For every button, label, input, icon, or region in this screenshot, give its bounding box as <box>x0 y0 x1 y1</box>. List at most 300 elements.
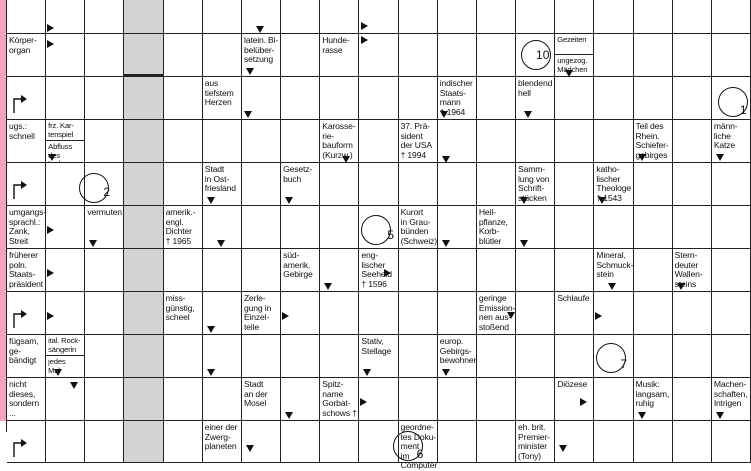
clue-cell <box>7 34 46 77</box>
clue-text: einer der Zwerg- planeten <box>204 422 238 452</box>
clue-text: indischer Staats- mann † 1964 <box>439 78 473 117</box>
answer-cell[interactable] <box>399 249 438 292</box>
answer-cell[interactable] <box>399 34 438 77</box>
arrow-down-icon <box>207 326 215 333</box>
answer-cell[interactable] <box>46 206 85 249</box>
answer-cell[interactable] <box>203 0 242 34</box>
clue-cell <box>203 163 242 206</box>
answer-cell[interactable] <box>203 292 242 335</box>
clue-cell <box>594 163 633 206</box>
clue-cell <box>634 378 673 421</box>
answer-cell[interactable] <box>124 0 163 34</box>
clue-cell <box>7 335 46 378</box>
clue-cell <box>164 206 203 249</box>
clue-text: vermuten <box>87 207 122 217</box>
bent-arrow-icon <box>13 310 27 328</box>
arrow-down-icon <box>48 154 56 161</box>
arrow-down-icon <box>442 156 450 163</box>
answer-cell[interactable] <box>124 34 163 77</box>
answer-cell[interactable] <box>477 335 516 378</box>
clue-cell <box>203 421 242 463</box>
answer-cell[interactable] <box>320 77 359 120</box>
arrow-down-icon <box>442 240 450 247</box>
clue-text: eh. brit. Premier- minister (Tony) <box>518 422 550 461</box>
answer-cell[interactable] <box>555 206 594 249</box>
clue-text: Gezeiten <box>557 35 587 44</box>
answer-cell[interactable] <box>673 335 712 378</box>
arrow-down-icon <box>342 156 350 163</box>
answer-cell[interactable] <box>320 163 359 206</box>
answer-cell[interactable] <box>85 77 124 120</box>
answer-cell[interactable] <box>46 421 85 463</box>
answer-cell[interactable] <box>242 120 281 163</box>
answer-cell[interactable] <box>477 378 516 421</box>
answer-cell[interactable] <box>438 378 477 421</box>
clue-text: Schlaufe <box>557 293 590 303</box>
clue-text: Machen- schaften, Intrigen <box>713 379 748 409</box>
answer-cell[interactable] <box>555 77 594 120</box>
crossword-grid <box>6 0 751 471</box>
answer-cell[interactable] <box>477 0 516 34</box>
answer-cell[interactable] <box>359 292 398 335</box>
answer-cell[interactable] <box>673 206 712 249</box>
arrow-right-icon <box>47 269 54 277</box>
clue-text: früherer poln. Staats- präsident <box>9 250 44 289</box>
answer-cell[interactable] <box>673 163 712 206</box>
clue-text: Stativ, Stellage <box>361 336 392 356</box>
arrow-down-icon <box>524 111 532 118</box>
arrow-down-icon <box>70 382 78 389</box>
clue-text: Stadt an der Mosel <box>243 379 268 409</box>
arrow-right-icon <box>47 40 54 48</box>
arrow-down-icon <box>716 154 724 161</box>
answer-cell[interactable] <box>85 421 124 463</box>
answer-cell[interactable] <box>164 163 203 206</box>
arrow-down-icon <box>440 111 448 118</box>
answer-cell[interactable] <box>477 34 516 77</box>
clue-text: Karosse- rie- bauform (Kurzw.) <box>322 121 356 160</box>
split-clue-cell <box>46 120 85 163</box>
answer-cell[interactable] <box>320 421 359 463</box>
clue-cell <box>712 120 751 163</box>
answer-cell[interactable] <box>516 34 555 77</box>
clue-cell <box>516 421 555 463</box>
answer-cell[interactable] <box>164 34 203 77</box>
clue-cell <box>7 249 46 292</box>
answer-cell[interactable] <box>712 292 751 335</box>
clue-cell <box>516 77 555 120</box>
solution-number: 1 <box>739 103 747 117</box>
clue-cell <box>399 421 438 471</box>
arrow-down-icon <box>716 412 724 419</box>
answer-cell[interactable] <box>203 34 242 77</box>
answer-cell[interactable] <box>320 335 359 378</box>
answer-cell[interactable] <box>673 378 712 421</box>
clue-text: umgangs- sprachl.: Zank, Streit <box>9 207 47 246</box>
answer-cell[interactable] <box>634 421 673 463</box>
answer-cell[interactable] <box>712 335 751 378</box>
answer-cell[interactable] <box>85 34 124 77</box>
answer-cell[interactable] <box>359 206 398 249</box>
clue-cell <box>281 163 320 206</box>
clue-text: Mineral, Schmuck- stein <box>596 250 634 280</box>
clue-cell <box>320 34 359 77</box>
answer-cell[interactable] <box>438 206 477 249</box>
arrow-down-icon <box>677 283 685 290</box>
clue-text: geordne- tes Doku- ment im Computer <box>400 422 438 471</box>
clue-text: Zerle- gung in Einzel- teile <box>243 293 272 332</box>
clue-cell <box>673 249 712 292</box>
answer-cell[interactable] <box>477 249 516 292</box>
arrow-down-icon <box>285 197 293 204</box>
answer-cell[interactable] <box>555 421 594 463</box>
clue-text: Diözese <box>557 379 588 389</box>
clue-text: ugs.: schnell <box>9 121 35 141</box>
answer-cell[interactable] <box>516 335 555 378</box>
answer-cell[interactable] <box>164 249 203 292</box>
answer-cell[interactable] <box>712 163 751 206</box>
arrow-down-icon <box>246 68 254 75</box>
answer-cell[interactable] <box>124 206 163 249</box>
answer-cell[interactable] <box>359 34 398 77</box>
clue-text: Abfluss des <box>48 142 73 160</box>
answer-cell[interactable] <box>516 120 555 163</box>
answer-cell[interactable] <box>46 378 85 421</box>
answer-cell[interactable] <box>359 0 398 34</box>
answer-cell[interactable] <box>438 163 477 206</box>
answer-cell[interactable] <box>634 292 673 335</box>
answer-cell[interactable] <box>399 292 438 335</box>
clue-cell <box>7 120 46 163</box>
answer-cell[interactable] <box>634 206 673 249</box>
answer-cell[interactable] <box>634 34 673 77</box>
answer-cell[interactable] <box>281 120 320 163</box>
answer-cell[interactable] <box>399 335 438 378</box>
solution-number: 5 <box>387 228 395 242</box>
answer-cell[interactable] <box>359 77 398 120</box>
arrow-down-icon <box>285 412 293 419</box>
split-clue-cell <box>555 34 594 77</box>
answer-cell[interactable] <box>85 249 124 292</box>
answer-cell[interactable] <box>203 120 242 163</box>
answer-cell[interactable] <box>673 77 712 120</box>
clue-cell <box>477 206 516 249</box>
arrow-down-icon <box>244 111 252 118</box>
answer-cell[interactable] <box>438 120 477 163</box>
answer-cell[interactable] <box>281 335 320 378</box>
answer-cell[interactable] <box>242 77 281 120</box>
answer-cell[interactable] <box>85 163 124 206</box>
clue-cell <box>634 120 673 163</box>
answer-cell[interactable] <box>712 249 751 292</box>
answer-cell[interactable] <box>164 77 203 120</box>
answer-cell[interactable] <box>594 0 633 34</box>
clue-text: nicht dieses, sondern ... <box>9 379 40 418</box>
clue-text: europ. Gebirgs- bewohner <box>439 336 477 366</box>
clue-cell <box>477 292 516 335</box>
answer-cell[interactable] <box>634 163 673 206</box>
clue-cell <box>359 335 398 378</box>
answer-cell[interactable] <box>399 378 438 421</box>
answer-cell[interactable] <box>516 378 555 421</box>
answer-cell[interactable] <box>634 77 673 120</box>
bent-arrow-icon <box>13 181 27 199</box>
clue-text: ital. Rock- sängerin <box>48 336 81 354</box>
arrow-down-icon <box>207 369 215 376</box>
answer-cell[interactable] <box>320 292 359 335</box>
arrow-down-icon <box>256 26 264 33</box>
answer-cell[interactable] <box>555 249 594 292</box>
answer-cell[interactable] <box>85 292 124 335</box>
answer-cell[interactable] <box>85 0 124 34</box>
answer-cell[interactable] <box>594 335 633 378</box>
answer-cell[interactable] <box>320 206 359 249</box>
answer-cell[interactable] <box>477 163 516 206</box>
clue-text: Gesetz- buch <box>283 164 313 184</box>
arrow-down-icon <box>638 412 646 419</box>
answer-cell[interactable] <box>555 0 594 34</box>
clue-cell <box>320 378 359 421</box>
clue-text: aus tiefstem Herzen <box>204 78 234 108</box>
answer-cell[interactable] <box>281 421 320 463</box>
arrow-down-icon <box>54 369 62 376</box>
answer-cell[interactable] <box>516 0 555 34</box>
arrow-right-icon <box>361 36 368 44</box>
answer-cell[interactable] <box>712 34 751 77</box>
answer-cell[interactable] <box>594 77 633 120</box>
clue-text: geringe Emission- nen aus- stoßend <box>478 293 516 332</box>
answer-cell[interactable] <box>594 421 633 463</box>
arrow-right-icon <box>361 22 368 30</box>
arrow-down-icon <box>442 369 450 376</box>
arrow-down-icon <box>520 197 528 204</box>
clue-text: Teil des Rhein. Schiefer- gebirges <box>635 121 669 160</box>
clue-cell <box>320 120 359 163</box>
bent-arrow-icon <box>13 95 27 113</box>
answer-cell[interactable] <box>320 0 359 34</box>
clue-text: katho- lischer Theologe † 1543 <box>596 164 631 203</box>
answer-cell[interactable] <box>438 292 477 335</box>
answer-cell[interactable] <box>399 0 438 34</box>
answer-cell[interactable] <box>555 120 594 163</box>
arrow-down-icon <box>246 445 254 452</box>
clue-cell <box>85 206 124 249</box>
clue-cell <box>594 249 633 292</box>
answer-cell[interactable] <box>124 335 163 378</box>
answer-cell[interactable] <box>203 378 242 421</box>
clue-text: süd- amerik. Gebirge <box>283 250 313 280</box>
clue-text: Stadt in Ost- friesland <box>204 164 236 194</box>
answer-cell[interactable] <box>242 421 281 463</box>
clue-text: ungezog. Mädchen <box>557 56 588 74</box>
arrow-down-icon <box>559 445 567 452</box>
clue-cell <box>7 378 46 421</box>
answer-cell[interactable] <box>712 0 751 34</box>
answer-cell[interactable] <box>634 0 673 34</box>
split-clue-cell <box>46 335 85 378</box>
clue-text: Kurort in Grau- bünden (Schweiz) <box>400 207 437 246</box>
answer-cell[interactable] <box>242 0 281 34</box>
answer-cell[interactable] <box>594 378 633 421</box>
clue-cell <box>359 249 398 292</box>
arrow-down-icon <box>324 283 332 290</box>
answer-cell[interactable] <box>438 249 477 292</box>
answer-cell[interactable] <box>712 421 751 463</box>
clue-cell <box>164 292 203 335</box>
answer-cell[interactable] <box>438 34 477 77</box>
answer-cell[interactable] <box>124 163 163 206</box>
answer-cell[interactable] <box>85 335 124 378</box>
answer-cell[interactable] <box>242 163 281 206</box>
answer-cell[interactable] <box>516 292 555 335</box>
answer-cell[interactable] <box>320 249 359 292</box>
clue-text: eng- lischer Seeheld † 1596 <box>361 250 392 289</box>
clue-text: Hunde- rasse <box>322 35 350 55</box>
answer-cell[interactable] <box>242 335 281 378</box>
clue-text: Musik: langsam, ruhig <box>635 379 670 409</box>
arrow-right-icon <box>384 269 391 277</box>
arrow-down-icon <box>598 197 606 204</box>
answer-cell[interactable] <box>164 335 203 378</box>
answer-cell[interactable] <box>242 249 281 292</box>
answer-cell[interactable] <box>438 421 477 463</box>
clue-cell <box>242 378 281 421</box>
answer-cell[interactable] <box>516 249 555 292</box>
answer-cell[interactable] <box>673 120 712 163</box>
clue-text: blendend hell <box>518 78 553 98</box>
answer-cell[interactable] <box>164 421 203 463</box>
answer-cell[interactable] <box>399 77 438 120</box>
answer-cell[interactable] <box>359 120 398 163</box>
answer-cell[interactable] <box>164 120 203 163</box>
answer-cell[interactable] <box>712 77 751 120</box>
answer-cell[interactable] <box>46 34 85 77</box>
answer-cell[interactable] <box>673 421 712 463</box>
clue-cell <box>555 292 594 335</box>
answer-cell[interactable] <box>359 163 398 206</box>
clue-cell <box>399 206 438 249</box>
answer-cell[interactable] <box>124 120 163 163</box>
answer-cell[interactable] <box>7 77 46 120</box>
clue-text: amerik.- engl. Dichter † 1965 <box>165 207 196 246</box>
solution-number: 6 <box>416 447 424 461</box>
answer-cell[interactable] <box>164 378 203 421</box>
answer-cell[interactable] <box>46 249 85 292</box>
clue-cell <box>555 378 594 421</box>
answer-cell[interactable] <box>438 0 477 34</box>
answer-cell[interactable] <box>673 0 712 34</box>
answer-cell[interactable] <box>124 77 163 120</box>
answer-cell[interactable] <box>124 421 163 463</box>
answer-cell[interactable] <box>555 335 594 378</box>
answer-cell[interactable] <box>281 34 320 77</box>
answer-cell[interactable] <box>712 206 751 249</box>
clue-text: miss- günstig, scheel <box>165 293 195 323</box>
arrow-right-icon <box>47 226 54 234</box>
answer-cell[interactable] <box>203 335 242 378</box>
answer-cell[interactable] <box>516 206 555 249</box>
answer-cell[interactable] <box>477 77 516 120</box>
answer-cell[interactable] <box>281 77 320 120</box>
clue-cell <box>712 378 751 421</box>
answer-cell[interactable] <box>594 34 633 77</box>
solution-number: 7 <box>620 357 628 371</box>
answer-cell[interactable] <box>594 292 633 335</box>
answer-cell[interactable] <box>7 163 46 206</box>
arrow-down-icon <box>507 312 515 319</box>
arrow-down-icon <box>520 240 528 247</box>
arrow-right-icon <box>47 312 54 320</box>
answer-cell[interactable] <box>85 378 124 421</box>
clue-text: frz. Kar- tenspiel <box>48 121 74 139</box>
arrow-down-icon <box>217 240 225 247</box>
answer-cell[interactable] <box>46 77 85 120</box>
arrow-down-icon <box>207 197 215 204</box>
clue-text: Körper- organ <box>9 35 37 55</box>
bent-arrow-icon <box>13 439 27 457</box>
answer-cell[interactable] <box>594 206 633 249</box>
arrow-down-icon <box>565 70 573 77</box>
answer-cell[interactable] <box>46 0 85 34</box>
answer-cell[interactable] <box>7 292 46 335</box>
answer-cell[interactable] <box>673 292 712 335</box>
arrow-right-icon <box>580 398 587 406</box>
answer-cell[interactable] <box>634 335 673 378</box>
answer-cell[interactable] <box>7 421 46 463</box>
clue-text: Samm- lung von Schrift- stücken <box>518 164 550 203</box>
answer-cell[interactable] <box>399 163 438 206</box>
answer-cell[interactable] <box>203 206 242 249</box>
answer-cell[interactable] <box>85 120 124 163</box>
answer-cell[interactable] <box>203 249 242 292</box>
answer-cell[interactable] <box>242 206 281 249</box>
answer-cell[interactable] <box>281 292 320 335</box>
answer-cell[interactable] <box>359 378 398 421</box>
answer-cell[interactable] <box>124 378 163 421</box>
clue-text: männ- liche Katze <box>713 121 738 151</box>
answer-cell[interactable] <box>281 206 320 249</box>
clue-text: Heil- pflanze, Korb- blütler <box>478 207 508 246</box>
answer-cell[interactable] <box>477 120 516 163</box>
answer-cell[interactable] <box>124 292 163 335</box>
answer-cell[interactable] <box>281 0 320 34</box>
clue-cell <box>438 77 477 120</box>
arrow-down-icon <box>608 283 616 290</box>
clue-text: fügsam, ge- bändigt <box>9 336 39 366</box>
clue-cell <box>7 206 46 249</box>
answer-cell[interactable] <box>281 378 320 421</box>
clue-cell <box>516 163 555 206</box>
clue-cell <box>242 34 281 77</box>
answer-cell[interactable] <box>124 249 163 292</box>
arrow-down-icon <box>363 369 371 376</box>
answer-cell[interactable] <box>477 421 516 463</box>
clue-cell <box>399 120 438 163</box>
answer-cell[interactable] <box>673 34 712 77</box>
solution-number: 10 <box>536 48 550 62</box>
answer-cell[interactable] <box>7 0 46 34</box>
clue-text: latein. Bi- belüber- setzung <box>243 35 279 65</box>
answer-cell[interactable] <box>164 0 203 34</box>
answer-cell[interactable] <box>634 249 673 292</box>
answer-cell[interactable] <box>594 120 633 163</box>
clue-text: Spitz- name Gorbat- schows † <box>322 379 357 418</box>
arrow-down-icon <box>89 240 97 247</box>
solution-number: 2 <box>103 185 110 199</box>
clue-text: jedes Mal <box>48 357 66 375</box>
answer-cell[interactable] <box>555 163 594 206</box>
answer-cell[interactable] <box>46 292 85 335</box>
